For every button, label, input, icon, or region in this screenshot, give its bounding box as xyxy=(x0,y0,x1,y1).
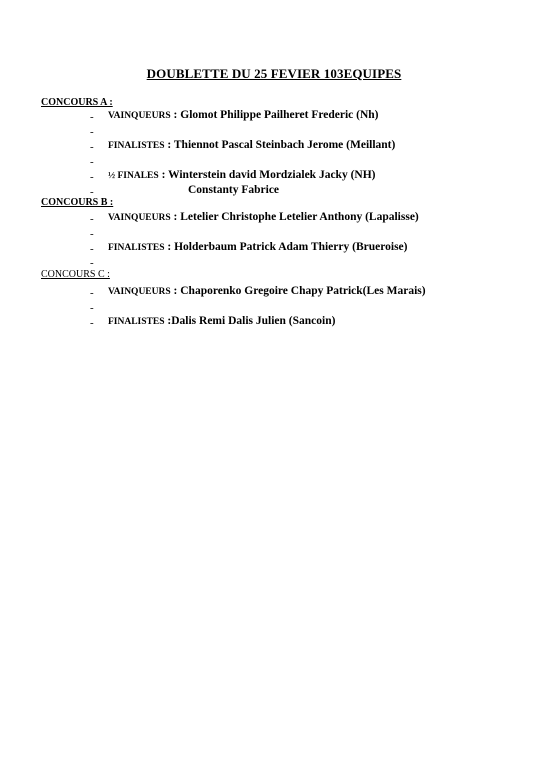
result-names: Glomot Philippe Pailheret Frederic (Nh) xyxy=(180,109,379,121)
result-names: Winterstein david Mordzialek Jacky (NH) xyxy=(168,169,376,181)
result-names: Letelier Christophe Letelier Anthony (Lapalisse) xyxy=(180,211,419,223)
result-label: VAINQUEURS xyxy=(108,111,171,121)
list-bullet: - xyxy=(90,213,94,225)
result-label: ½ FINALES xyxy=(108,171,159,181)
result-separator: : xyxy=(170,285,181,297)
result-names: Holderbaum Patrick Adam Thierry (Brueroise) xyxy=(174,241,408,253)
result-label: FINALISTES xyxy=(108,243,165,253)
result-label: VAINQUEURS xyxy=(108,213,171,223)
list-bullet: - xyxy=(90,141,94,153)
result-separator: : xyxy=(170,109,181,121)
result-entry xyxy=(108,139,395,151)
document-title: DOUBLETTE DU 25 FEVIER 103EQUIPES xyxy=(146,66,402,81)
result-label: FINALISTES xyxy=(108,141,165,151)
list-bullet: - xyxy=(90,171,94,183)
section-heading-concours-a: CONCOURS A : xyxy=(41,97,113,108)
list-bullet: - xyxy=(90,257,94,269)
list-bullet: - xyxy=(90,243,94,255)
result-entry xyxy=(108,241,407,253)
result-label: FINALISTES xyxy=(108,317,165,327)
result-entry xyxy=(108,109,379,121)
list-bullet: - xyxy=(90,302,94,314)
result-separator: : xyxy=(164,315,172,327)
result-separator: : xyxy=(158,169,169,181)
result-entry xyxy=(108,285,426,297)
list-bullet: - xyxy=(90,111,94,123)
section-heading-concours-c: CONCOURS C : xyxy=(41,269,110,280)
list-bullet: - xyxy=(90,317,94,329)
list-bullet: - xyxy=(90,228,94,240)
result-names-continuation: Constanty Fabrice xyxy=(188,184,280,196)
list-bullet: - xyxy=(90,126,94,138)
result-separator: : xyxy=(164,139,174,151)
result-label: VAINQUEURS xyxy=(108,287,171,297)
result-names: Thiennot Pascal Steinbach Jerome (Meillant) xyxy=(173,139,396,151)
list-bullet: - xyxy=(90,287,94,299)
section-heading-concours-b: CONCOURS B : xyxy=(41,197,114,208)
result-entry xyxy=(108,211,419,223)
result-entry xyxy=(108,169,375,181)
list-bullet: - xyxy=(90,156,94,168)
list-bullet: - xyxy=(90,186,94,198)
result-names: Chaporenko Gregoire Chapy Patrick(Les Marais) xyxy=(180,285,426,297)
result-entry xyxy=(108,315,335,327)
result-names: Dalis Remi Dalis Julien (Sancoin) xyxy=(171,315,336,327)
result-separator: : xyxy=(170,211,181,223)
result-separator: : xyxy=(164,241,175,253)
